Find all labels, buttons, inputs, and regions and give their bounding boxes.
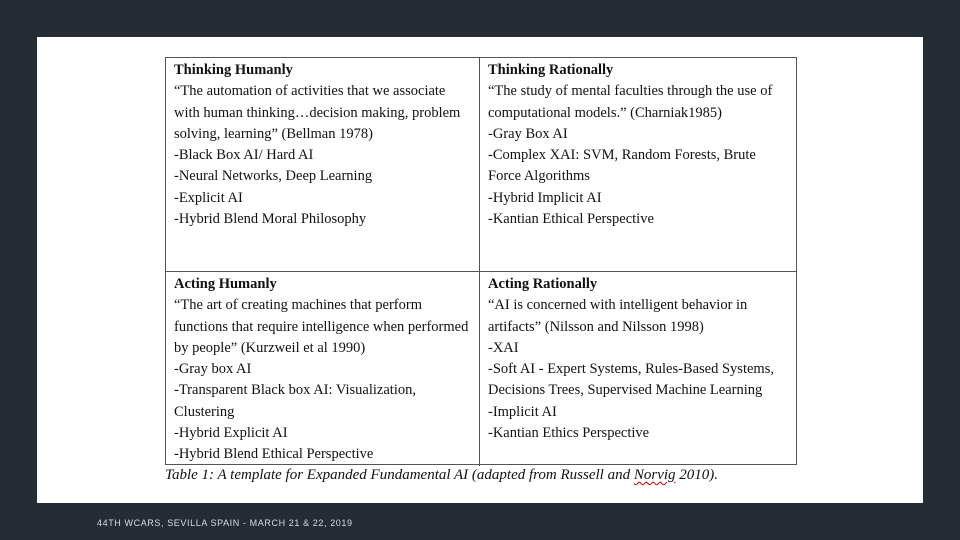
caption-text: Table 1: A template for Expanded Fundamental AI (adapted from Russell and [165,467,634,483]
list-item: -Explicit AI [174,189,243,206]
cell-heading: Thinking Humanly [174,62,293,78]
cell-quote: “The automation of activities that we associate with human thinking…decision making, problem solving, learning” (Bellman 1978) [174,83,461,142]
caption-text-end: 2010). [675,467,719,483]
list-item: -Transparent Black box AI: Visualization, Clustering [174,382,416,420]
slide [37,37,923,503]
cell-quote: “The study of mental faculties through the use of computational models.” (Charniak1985) [488,83,773,121]
list-item: -Implicit AI [488,403,557,420]
cell-quote: “AI is concerned with intelligent behavior in artifacts” (Nilsson and Nilsson 1998) [488,297,748,335]
cell-thinking-humanly [166,58,480,272]
cell-acting-rationally [480,272,796,466]
spellcheck-flagged-word: Norvig [633,467,676,483]
list-item: -XAI [488,339,519,356]
ai-quadrant-table [165,57,797,465]
list-item: -Hybrid Blend Moral Philosophy [174,211,367,228]
cell-heading: Acting Rationally [488,276,598,292]
list-item: -Hybrid Implicit AI [488,189,602,206]
list-item: -Black Box AI/ Hard AI [174,147,314,164]
list-item: -Hybrid Blend Ethical Perspective [174,446,374,463]
cell-heading: Thinking Rationally [488,62,614,78]
cell-thinking-rationally [480,58,796,272]
table-caption [165,467,718,484]
cell-quote: “The art of creating machines that perform functions that require intelligence when performed by people” (Kurzweil et al 1990) [174,297,469,356]
list-item: -Soft AI - Expert Systems, Rules-Based Systems, Decisions Trees, Supervised Machine Learning [488,361,774,399]
list-item: -Kantian Ethical Perspective [488,211,654,228]
list-item: -Neural Networks, Deep Learning [174,168,373,185]
slide-footer: 44TH WCARS, SEVILLA SPAIN - MARCH 21 & 22, 2019 [97,518,353,528]
list-item: -Complex XAI: SVM, Random Forests, Brute Force Algorithms [488,147,756,185]
cell-heading: Acting Humanly [174,276,277,292]
list-item: -Gray box AI [174,361,252,378]
list-item: -Hybrid Explicit AI [174,425,288,442]
list-item: -Kantian Ethics Perspective [488,425,650,442]
cell-acting-humanly [166,272,480,466]
list-item: -Gray Box AI [488,125,568,142]
